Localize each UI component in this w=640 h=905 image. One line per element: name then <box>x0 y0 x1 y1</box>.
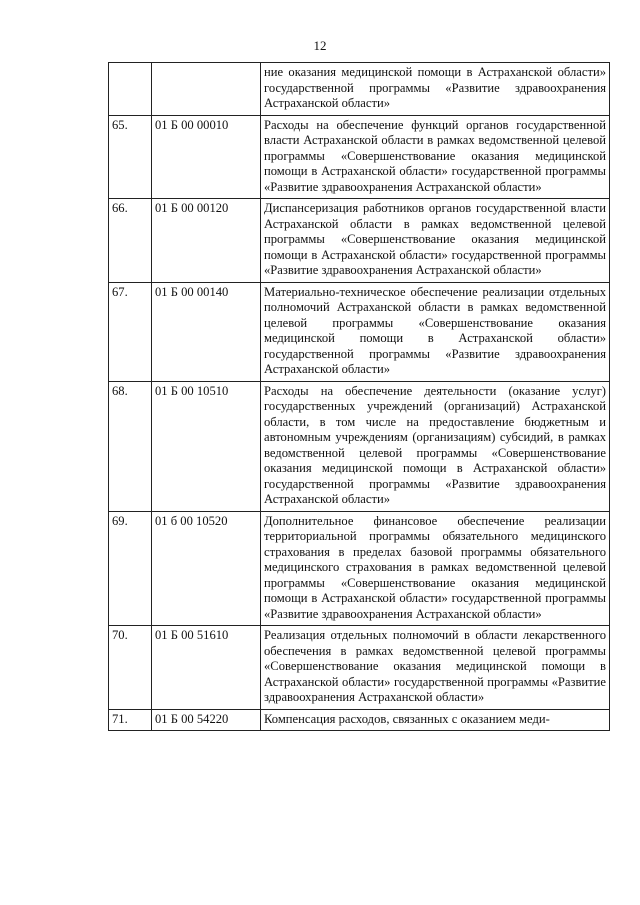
row-code: 01 б 00 10520 <box>152 511 261 626</box>
table-row <box>109 282 610 381</box>
row-code: 01 Б 00 00140 <box>152 282 261 381</box>
expense-table <box>108 62 610 731</box>
row-description: Реализация отдельных полномочий в области лекарственного обеспечения в рамках ведомственной целевой программы «Совершенствование оказания медицинской помощи в Астраханской области» государственной программы «Развитие здравоохранения Астраханской области» <box>261 626 610 710</box>
row-description: Дополнительное финансовое обеспечение реализации территориальной программы обязательного медицинского страхования в пределах базовой программы обязательного медицинского страхования в рамках ведомственной целевой программы «Совершенствование оказания медицинской помощи в Астраханской области» государственной программы «Развитие здравоохранения Астраханской области» <box>261 511 610 626</box>
row-code: 01 Б 00 51610 <box>152 626 261 710</box>
row-code: 01 Б 00 10510 <box>152 381 261 511</box>
row-number: 71. <box>109 709 152 731</box>
table-row <box>109 626 610 710</box>
row-number: 67. <box>109 282 152 381</box>
row-number: 70. <box>109 626 152 710</box>
row-description: ние оказания медицинской помощи в Астраханской области» государственной программы «Развитие здравоохранения Астраханской области» <box>261 63 610 116</box>
row-code <box>152 63 261 116</box>
row-code: 01 Б 00 00010 <box>152 115 261 199</box>
table-row <box>109 511 610 626</box>
table-row <box>109 381 610 511</box>
page-number: 12 <box>313 38 327 53</box>
row-number: 66. <box>109 199 152 283</box>
row-number <box>109 63 152 116</box>
row-description: Материально-техническое обеспечение реализации отдельных полномочий Астраханской области в рамках ведомственной целевой программы «Совершенствование оказания медицинской помощи в Астраханской области» государственной программы «Развитие здравоохранения Астраханской области» <box>261 282 610 381</box>
row-description: Диспансеризация работников органов государственной власти Астраханской области в рамках ведомственной целевой программы «Совершенствование оказания медицинской помощи в Астраханской области» государственной программы «Развитие здравоохранения Астраханской области» <box>261 199 610 283</box>
row-number: 65. <box>109 115 152 199</box>
table-row <box>109 199 610 283</box>
row-code: 01 Б 00 00120 <box>152 199 261 283</box>
row-description: Компенсация расходов, связанных с оказанием меди- <box>261 709 610 731</box>
row-number: 69. <box>109 511 152 626</box>
table-row <box>109 63 610 116</box>
row-code: 01 Б 00 54220 <box>152 709 261 731</box>
row-description: Расходы на обеспечение деятельности (оказание услуг) государственных учреждений (организаций) Астраханской области, в том числе на предоставление бюджетным и автономным учреждениям (организациям) субсидий, в рамках ведомственной целевой программы «Совершенствование оказания медицинской помощи в Астраханской области» государственной программы «Развитие здравоохранения Астраханской области» <box>261 381 610 511</box>
table-row <box>109 709 610 731</box>
table-row <box>109 115 610 199</box>
row-description: Расходы на обеспечение функций органов государственной власти Астраханской области в рамках ведомственной целевой программы «Совершенствование оказания медицинской помощи в Астраханской области» государственной программы «Развитие здравоохранения Астраханской области» <box>261 115 610 199</box>
row-number: 68. <box>109 381 152 511</box>
